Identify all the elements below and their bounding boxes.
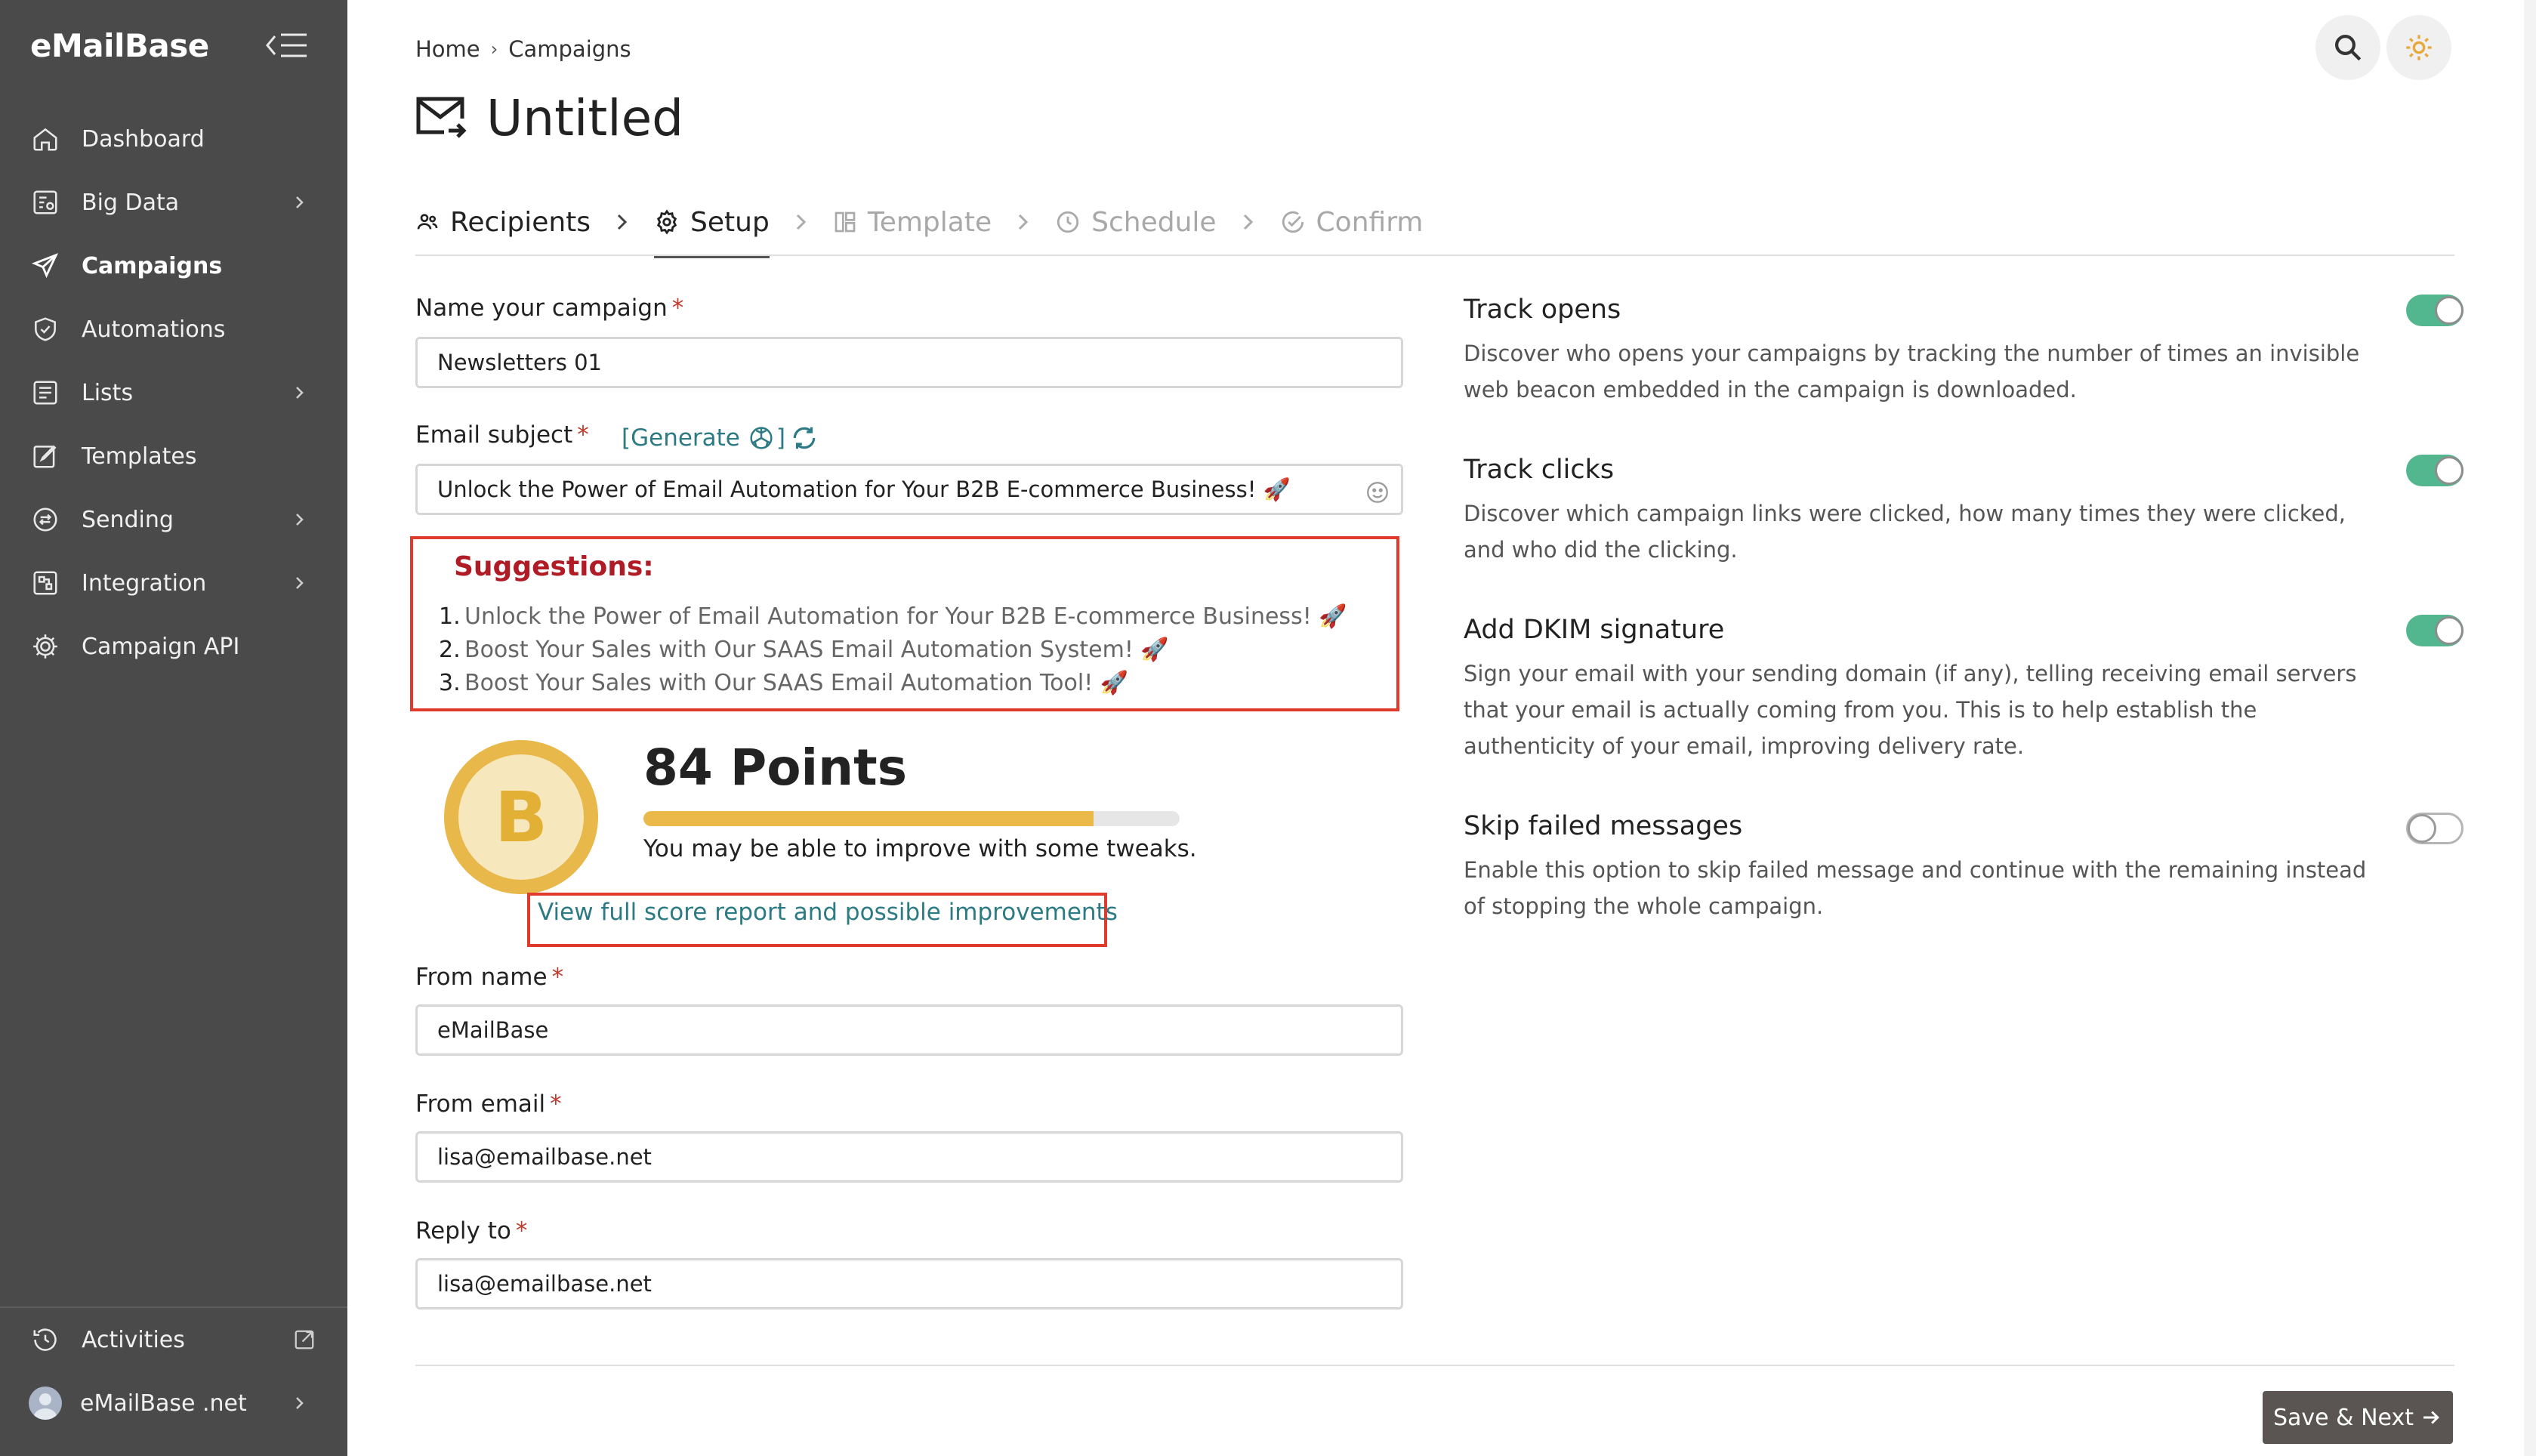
generate-subject-button[interactable] xyxy=(622,423,819,453)
dkim-desc: Sign your email with your sending domain (if any), telling receiving email servers that your email is actually coming from you. This is to help establish the authenticity of your email, improving delivery rate. xyxy=(1464,661,2357,759)
chevron-right-icon xyxy=(792,209,810,235)
suggestions-panel xyxy=(410,536,1399,711)
integration-icon xyxy=(30,568,60,598)
chevron-right-icon xyxy=(290,192,310,213)
toggle-knob xyxy=(2435,296,2463,325)
suggestion-number: 1. xyxy=(439,603,461,630)
page-title[interactable]: Untitled xyxy=(486,89,684,147)
step-label: Recipients xyxy=(450,206,591,238)
sidebar-item-label: Sending xyxy=(82,506,174,533)
chevron-right-icon xyxy=(613,209,631,235)
suggestion-text: Unlock the Power of Email Automation for Your B2B E-commerce Business! 🚀 xyxy=(464,603,1347,630)
sidebar-item-label: Templates xyxy=(82,443,197,470)
suggestions-title: Suggestions: xyxy=(454,551,654,582)
required-mark: * xyxy=(550,1090,562,1118)
step-label: Confirm xyxy=(1316,206,1424,238)
track-opens-toggle[interactable] xyxy=(2406,295,2463,326)
save-next-label: Save & Next xyxy=(2273,1404,2414,1431)
emoji-icon[interactable] xyxy=(1365,480,1390,505)
collapse-sidebar-icon[interactable] xyxy=(264,29,310,62)
from-email-input[interactable] xyxy=(415,1131,1403,1183)
sidebar-item-label: eMailBase .net xyxy=(80,1390,247,1417)
skip-failed-desc: Enable this option to skip failed message and continue with the remaining instead of stopping the whole campaign. xyxy=(1464,857,2367,919)
server-icon xyxy=(30,504,60,535)
step-template[interactable] xyxy=(833,199,992,245)
track-clicks-title: Track clicks xyxy=(1464,455,1615,485)
input-value: Newsletters 01 xyxy=(437,350,602,375)
dkim-toggle[interactable] xyxy=(2406,615,2463,646)
breadcrumb xyxy=(415,36,631,62)
dkim-title: Add DKIM signature xyxy=(1464,615,1725,645)
title-row xyxy=(414,89,683,147)
from-name-input[interactable] xyxy=(415,1004,1403,1056)
input-value: Unlock the Power of Email Automation for Your B2B E-commerce Business! 🚀 xyxy=(437,476,1291,502)
chevron-right-icon xyxy=(1239,209,1257,235)
grade-letter: B xyxy=(494,776,548,858)
edit-icon xyxy=(30,441,60,471)
view-score-report-link[interactable]: View full score report and possible improvements xyxy=(538,899,1118,926)
sidebar xyxy=(0,0,347,1456)
step-label: Template xyxy=(867,206,992,238)
suggestion-text: Boost Your Sales with Our SAAS Email Automation Tool! 🚀 xyxy=(464,669,1129,696)
sidebar-item-templates[interactable] xyxy=(0,424,347,488)
generate-label: [Generate xyxy=(622,424,740,452)
suggestion-number: 3. xyxy=(439,669,461,696)
sidebar-item-label: Lists xyxy=(82,379,134,406)
step-schedule[interactable] xyxy=(1055,199,1216,245)
suggestion-item[interactable] xyxy=(439,633,1347,666)
score-progress-fill xyxy=(643,811,1094,826)
home-icon xyxy=(30,124,60,154)
scrollbar[interactable] xyxy=(2524,0,2536,1456)
sidebar-item-label: Campaigns xyxy=(82,252,223,279)
chevron-right-icon xyxy=(290,509,310,530)
steps-divider xyxy=(415,254,2454,256)
breadcrumb-separator-icon: › xyxy=(490,39,498,60)
mail-send-icon xyxy=(414,93,467,144)
input-value: lisa@emailbase.net xyxy=(437,1144,652,1170)
search-button[interactable] xyxy=(2315,15,2380,80)
send-icon xyxy=(30,251,60,281)
layout-icon xyxy=(833,210,857,234)
sidebar-item-campaigns[interactable] xyxy=(0,234,347,298)
toggle-knob xyxy=(2435,456,2463,485)
reply-to-label xyxy=(415,1217,527,1245)
sidebar-item-campaign-api[interactable] xyxy=(0,615,347,678)
brand-logo[interactable]: eMailBase xyxy=(30,27,209,64)
toggle-knob xyxy=(2408,814,2436,843)
score-grade-badge xyxy=(444,740,598,894)
sidebar-item-sending[interactable] xyxy=(0,488,347,551)
suggestion-item[interactable] xyxy=(439,666,1347,699)
step-recipients[interactable] xyxy=(415,199,591,245)
score-points: 84 Points xyxy=(643,739,907,797)
refresh-icon[interactable] xyxy=(790,424,819,452)
sidebar-item-label: Integration xyxy=(82,569,207,597)
save-next-button[interactable] xyxy=(2263,1391,2453,1444)
step-confirm[interactable] xyxy=(1280,199,1424,245)
reply-to-input[interactable] xyxy=(415,1258,1403,1309)
users-icon xyxy=(415,210,440,234)
clock-icon xyxy=(1055,209,1081,235)
grade-inner xyxy=(458,754,584,880)
gear-api-icon xyxy=(30,631,60,662)
input-value: eMailBase xyxy=(437,1017,549,1043)
external-link-icon[interactable] xyxy=(293,1328,316,1351)
track-clicks-toggle[interactable] xyxy=(2406,455,2463,486)
sidebar-item-label: Dashboard xyxy=(82,125,205,153)
suggestion-text: Boost Your Sales with Our SAAS Email Automation System! 🚀 xyxy=(464,636,1169,663)
label-text: From name xyxy=(415,964,548,991)
generate-close: ] xyxy=(776,424,785,452)
database-icon xyxy=(30,187,60,217)
gear-icon xyxy=(654,209,680,235)
wizard-steps xyxy=(415,199,1423,245)
required-mark: * xyxy=(551,964,564,991)
score-message: You may be able to improve with some tweaks. xyxy=(643,835,1197,862)
suggestion-number: 2. xyxy=(439,636,461,663)
campaign-name-label xyxy=(415,295,683,322)
chevron-right-icon xyxy=(290,382,310,403)
breadcrumb-campaigns[interactable]: Campaigns xyxy=(508,36,631,62)
step-label: Schedule xyxy=(1091,206,1217,238)
sidebar-item-account[interactable] xyxy=(0,1371,347,1435)
label-text: Name your campaign xyxy=(415,295,668,322)
list-icon xyxy=(30,378,60,408)
openai-icon xyxy=(746,423,776,453)
skip-failed-title: Skip failed messages xyxy=(1464,811,1743,841)
required-mark: * xyxy=(671,295,684,322)
step-setup[interactable] xyxy=(654,199,770,245)
required-mark: * xyxy=(515,1217,528,1245)
sidebar-item-label: Campaign API xyxy=(82,633,240,660)
theme-toggle-button[interactable] xyxy=(2386,15,2451,80)
track-clicks-desc: Discover which campaign links were clicked, how many times they were clicked, and who did the clicking. xyxy=(1464,501,2346,563)
input-value: lisa@emailbase.net xyxy=(437,1271,652,1297)
sidebar-item-big-data[interactable] xyxy=(0,171,347,234)
email-subject-input[interactable] xyxy=(415,464,1403,515)
sidebar-item-label: Activities xyxy=(82,1326,185,1353)
footer-divider xyxy=(415,1365,2454,1366)
chevron-right-icon xyxy=(290,1393,310,1414)
track-opens-title: Track opens xyxy=(1464,295,1621,325)
arrow-right-icon xyxy=(2420,1406,2442,1429)
campaign-name-input[interactable] xyxy=(415,337,1403,388)
from-email-label xyxy=(415,1090,562,1118)
from-name-label xyxy=(415,964,563,991)
chevron-right-icon xyxy=(290,572,310,594)
avatar xyxy=(29,1387,62,1420)
step-label: Setup xyxy=(690,206,770,238)
search-icon xyxy=(2332,32,2364,63)
label-text: From email xyxy=(415,1090,546,1118)
chevron-right-icon xyxy=(1014,209,1032,235)
label-text: Email subject xyxy=(415,421,573,449)
email-subject-label xyxy=(415,421,589,449)
sidebar-item-dashboard[interactable] xyxy=(0,107,347,171)
breadcrumb-home[interactable]: Home xyxy=(415,36,480,62)
sidebar-item-integration[interactable] xyxy=(0,551,347,615)
sidebar-item-automations[interactable] xyxy=(0,298,347,361)
toggle-knob xyxy=(2435,616,2463,645)
sidebar-nav xyxy=(0,107,347,678)
shield-check-icon xyxy=(30,314,60,344)
sun-icon xyxy=(2404,32,2434,63)
sidebar-item-lists[interactable] xyxy=(0,361,347,424)
sidebar-item-activities[interactable] xyxy=(0,1308,347,1371)
track-opens-desc: Discover who opens your campaigns by tracking the number of times an invisible web beacon embedded in the campaign is downloaded. xyxy=(1464,341,2360,403)
suggestions-list xyxy=(439,600,1347,699)
required-mark: * xyxy=(577,421,589,449)
check-circle-icon xyxy=(1280,209,1306,235)
score-progress-bar xyxy=(643,811,1180,826)
sidebar-item-label: Big Data xyxy=(82,189,180,216)
suggestion-item[interactable] xyxy=(439,600,1347,633)
history-icon xyxy=(30,1325,60,1355)
skip-failed-toggle[interactable] xyxy=(2406,813,2463,844)
label-text: Reply to xyxy=(415,1217,511,1245)
sidebar-bottom xyxy=(0,1308,347,1435)
sidebar-item-label: Automations xyxy=(82,316,226,343)
